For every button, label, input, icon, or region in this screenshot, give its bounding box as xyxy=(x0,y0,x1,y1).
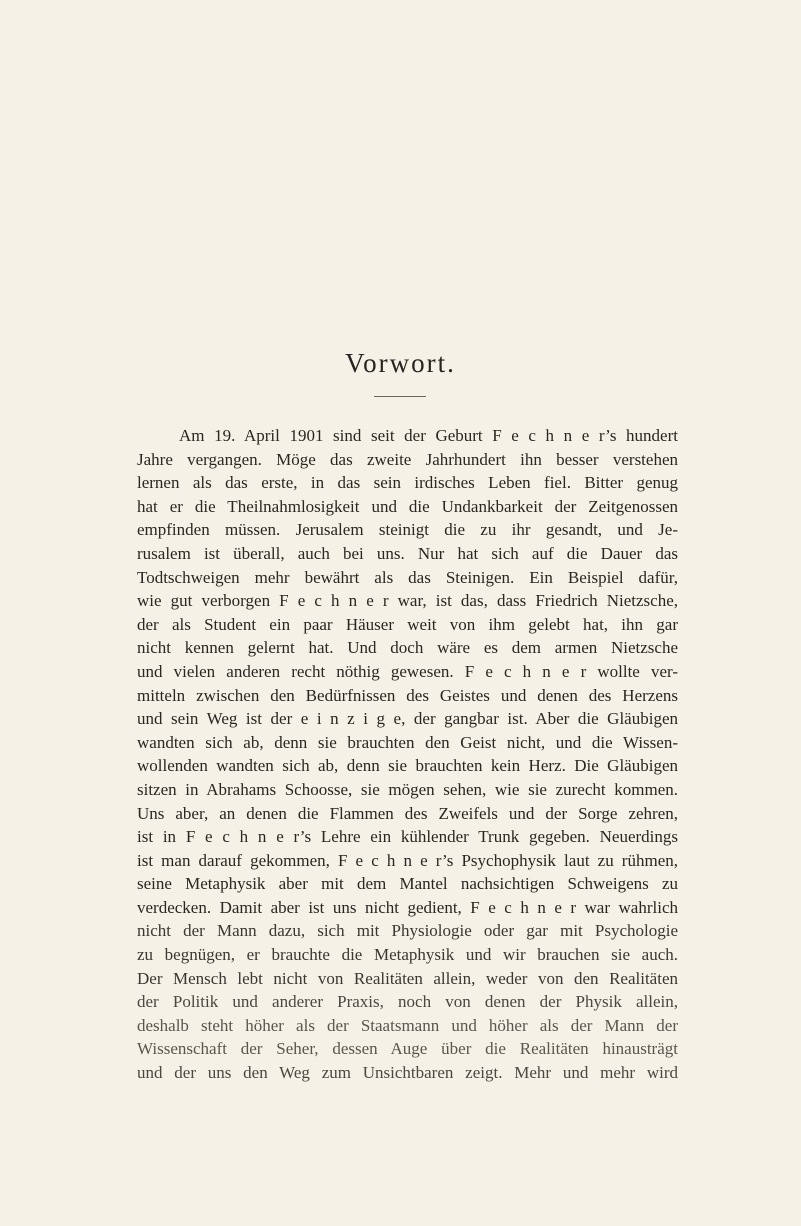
text-line: hat er die Theilnahmlosigkeit und die Undankbarkeit der Zeitgenossen xyxy=(137,496,678,516)
title-rule xyxy=(374,396,426,397)
text-line: nicht der Mann dazu, sich mit Physiologie oder gar mit Psychologie xyxy=(137,921,678,941)
page-title: Vorwort. xyxy=(345,348,456,378)
text-line: der Politik und anderer Praxis, noch von denen der Physik allein, xyxy=(137,992,678,1012)
text-line: Der Mensch lebt nicht von Realitäten allein, weder von den Realitäten xyxy=(137,968,678,988)
text-line: ist man darauf gekommen, F e c h n e r’s Psychophysik laut zu rühmen, xyxy=(137,850,678,870)
text-line: deshalb steht höher als der Staatsmann und höher als der Mann der xyxy=(137,1015,678,1035)
text-line: Todtschweigen mehr bewährt als das Steinigen. Ein Beispiel dafür, xyxy=(137,567,678,587)
text-line: wollenden wandten sich ab, denn sie brauchten kein Herz. Die Gläubigen xyxy=(137,756,678,776)
text-line: zu begnügen, er brauchte die Metaphysik und wir brauchen sie auch. xyxy=(137,945,678,965)
text-line: sitzen in Abrahams Schoosse, sie mögen sehen, wie sie zurecht kommen. xyxy=(137,779,678,799)
text-line: Am 19. April 1901 sind seit der Geburt F e c h n e r’s hundert xyxy=(179,426,678,445)
text-line: und der uns den Weg zum Unsichtbaren zeigt. Mehr und mehr wird xyxy=(137,1063,678,1083)
text-line: nicht kennen gelernt hat. Und doch wäre es dem armen Nietzsche xyxy=(137,638,678,658)
text-line: ist in F e c h n e r’s Lehre ein kühlender Trunk gegeben. Neuerdings xyxy=(137,827,678,847)
text-line: seine Metaphysik aber mit dem Mantel nachsichtigen Schweigens zu xyxy=(137,874,678,894)
text-line: empfinden müssen. Jerusalem steinigt die zu ihr gesandt, und Je- xyxy=(137,520,678,540)
text-line: Jahre vergangen. Möge das zweite Jahrhundert ihn besser verstehen xyxy=(137,449,678,469)
text-line: und vielen anderen recht nöthig gewesen. F e c h n e r wollte ver- xyxy=(137,661,678,681)
text-line: und sein Weg ist der e i n z i g e, der gangbar ist. Aber die Gläubigen xyxy=(137,709,678,729)
text-line: wandten sich ab, denn sie brauchten den Geist nicht, und die Wissen- xyxy=(137,732,678,752)
text-line: mitteln zwischen den Bedürfnissen des Geistes und denen des Herzens xyxy=(137,685,678,705)
text-line: Uns aber, an denen die Flammen des Zweifels und der Sorge zehren, xyxy=(137,803,678,823)
text-line: wie gut verborgen F e c h n e r war, ist das, dass Friedrich Nietzsche, xyxy=(137,591,678,611)
text-line: lernen als das erste, in das sein irdisches Leben fiel. Bitter genug xyxy=(137,473,678,493)
preface-text xyxy=(137,424,678,1085)
text-line: rusalem ist überall, auch bei uns. Nur hat sich auf die Dauer das xyxy=(137,543,678,563)
text-line: verdecken. Damit aber ist uns nicht gedient, F e c h n e r war wahrlich xyxy=(137,897,678,917)
text-line: Wissenschaft der Seher, dessen Auge über die Realitäten hinausträgt xyxy=(137,1039,678,1059)
text-line: der als Student ein paar Häuser weit von ihm gelebt hat, ihn gar xyxy=(137,614,678,634)
